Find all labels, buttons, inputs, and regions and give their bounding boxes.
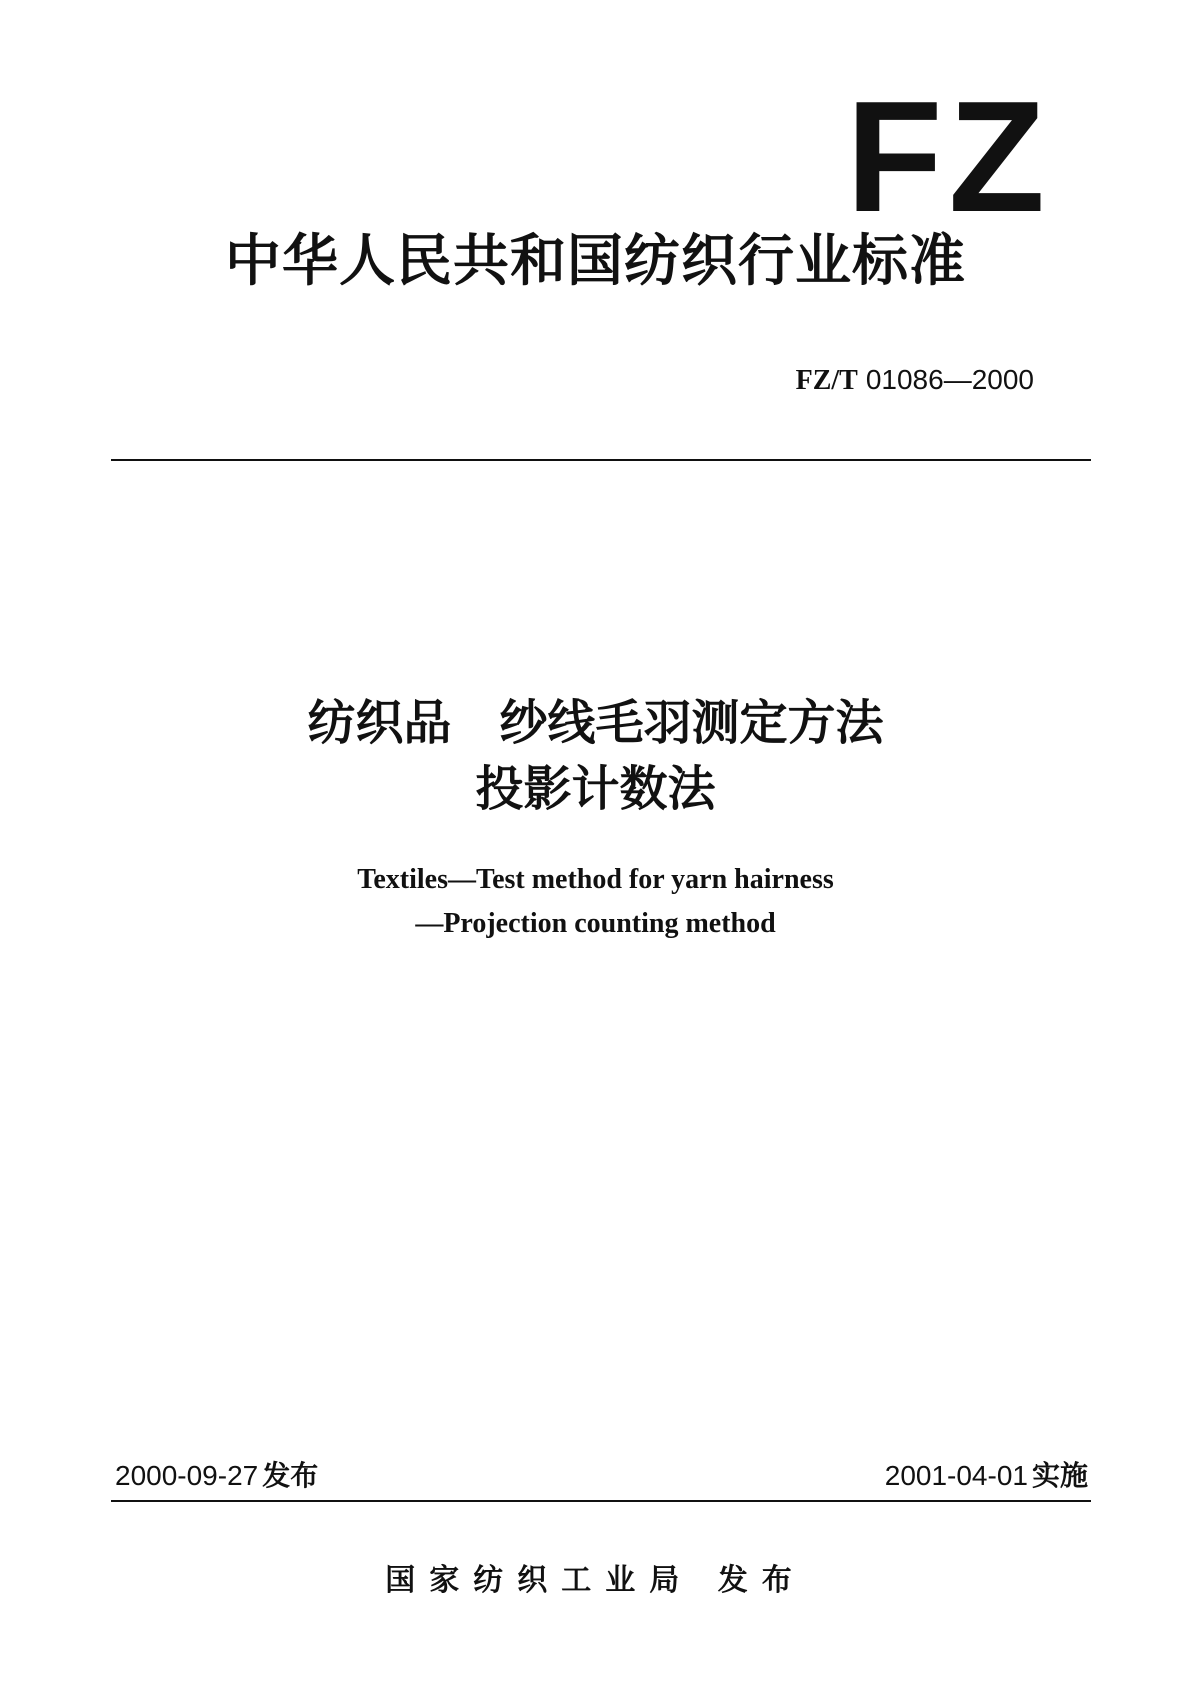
english-title bbox=[0, 858, 1191, 946]
issue-date-value: 2000-09-27 bbox=[115, 1460, 259, 1491]
issue-date bbox=[115, 1459, 319, 1492]
chinese-title bbox=[0, 690, 1191, 822]
chinese-title-line-2: 投影计数法 bbox=[475, 761, 716, 817]
standard-category-title: 中华人民共和国纺织行业标准 bbox=[225, 229, 966, 294]
issue-date-label: 发布 bbox=[262, 1459, 319, 1492]
english-title-line-2: —Projection counting method bbox=[415, 908, 776, 939]
effective-date-value: 2001-04-01 bbox=[884, 1460, 1028, 1491]
standard-code-number: 01086—2000 bbox=[865, 364, 1034, 395]
issuing-authority: 国家纺织工业局 发布 bbox=[385, 1563, 806, 1598]
bottom-divider bbox=[111, 1500, 1091, 1502]
standard-code-prefix: FZ/T bbox=[795, 365, 858, 396]
top-divider bbox=[111, 459, 1091, 461]
fz-logo: FZ bbox=[845, 69, 1051, 245]
chinese-title-line-1: 纺织品 纱线毛羽测定方法 bbox=[307, 695, 884, 751]
english-title-line-1: Textiles—Test method for yarn hairness bbox=[357, 864, 834, 895]
standard-code bbox=[796, 366, 1034, 395]
effective-date bbox=[884, 1459, 1088, 1492]
effective-date-label: 实施 bbox=[1031, 1459, 1088, 1492]
